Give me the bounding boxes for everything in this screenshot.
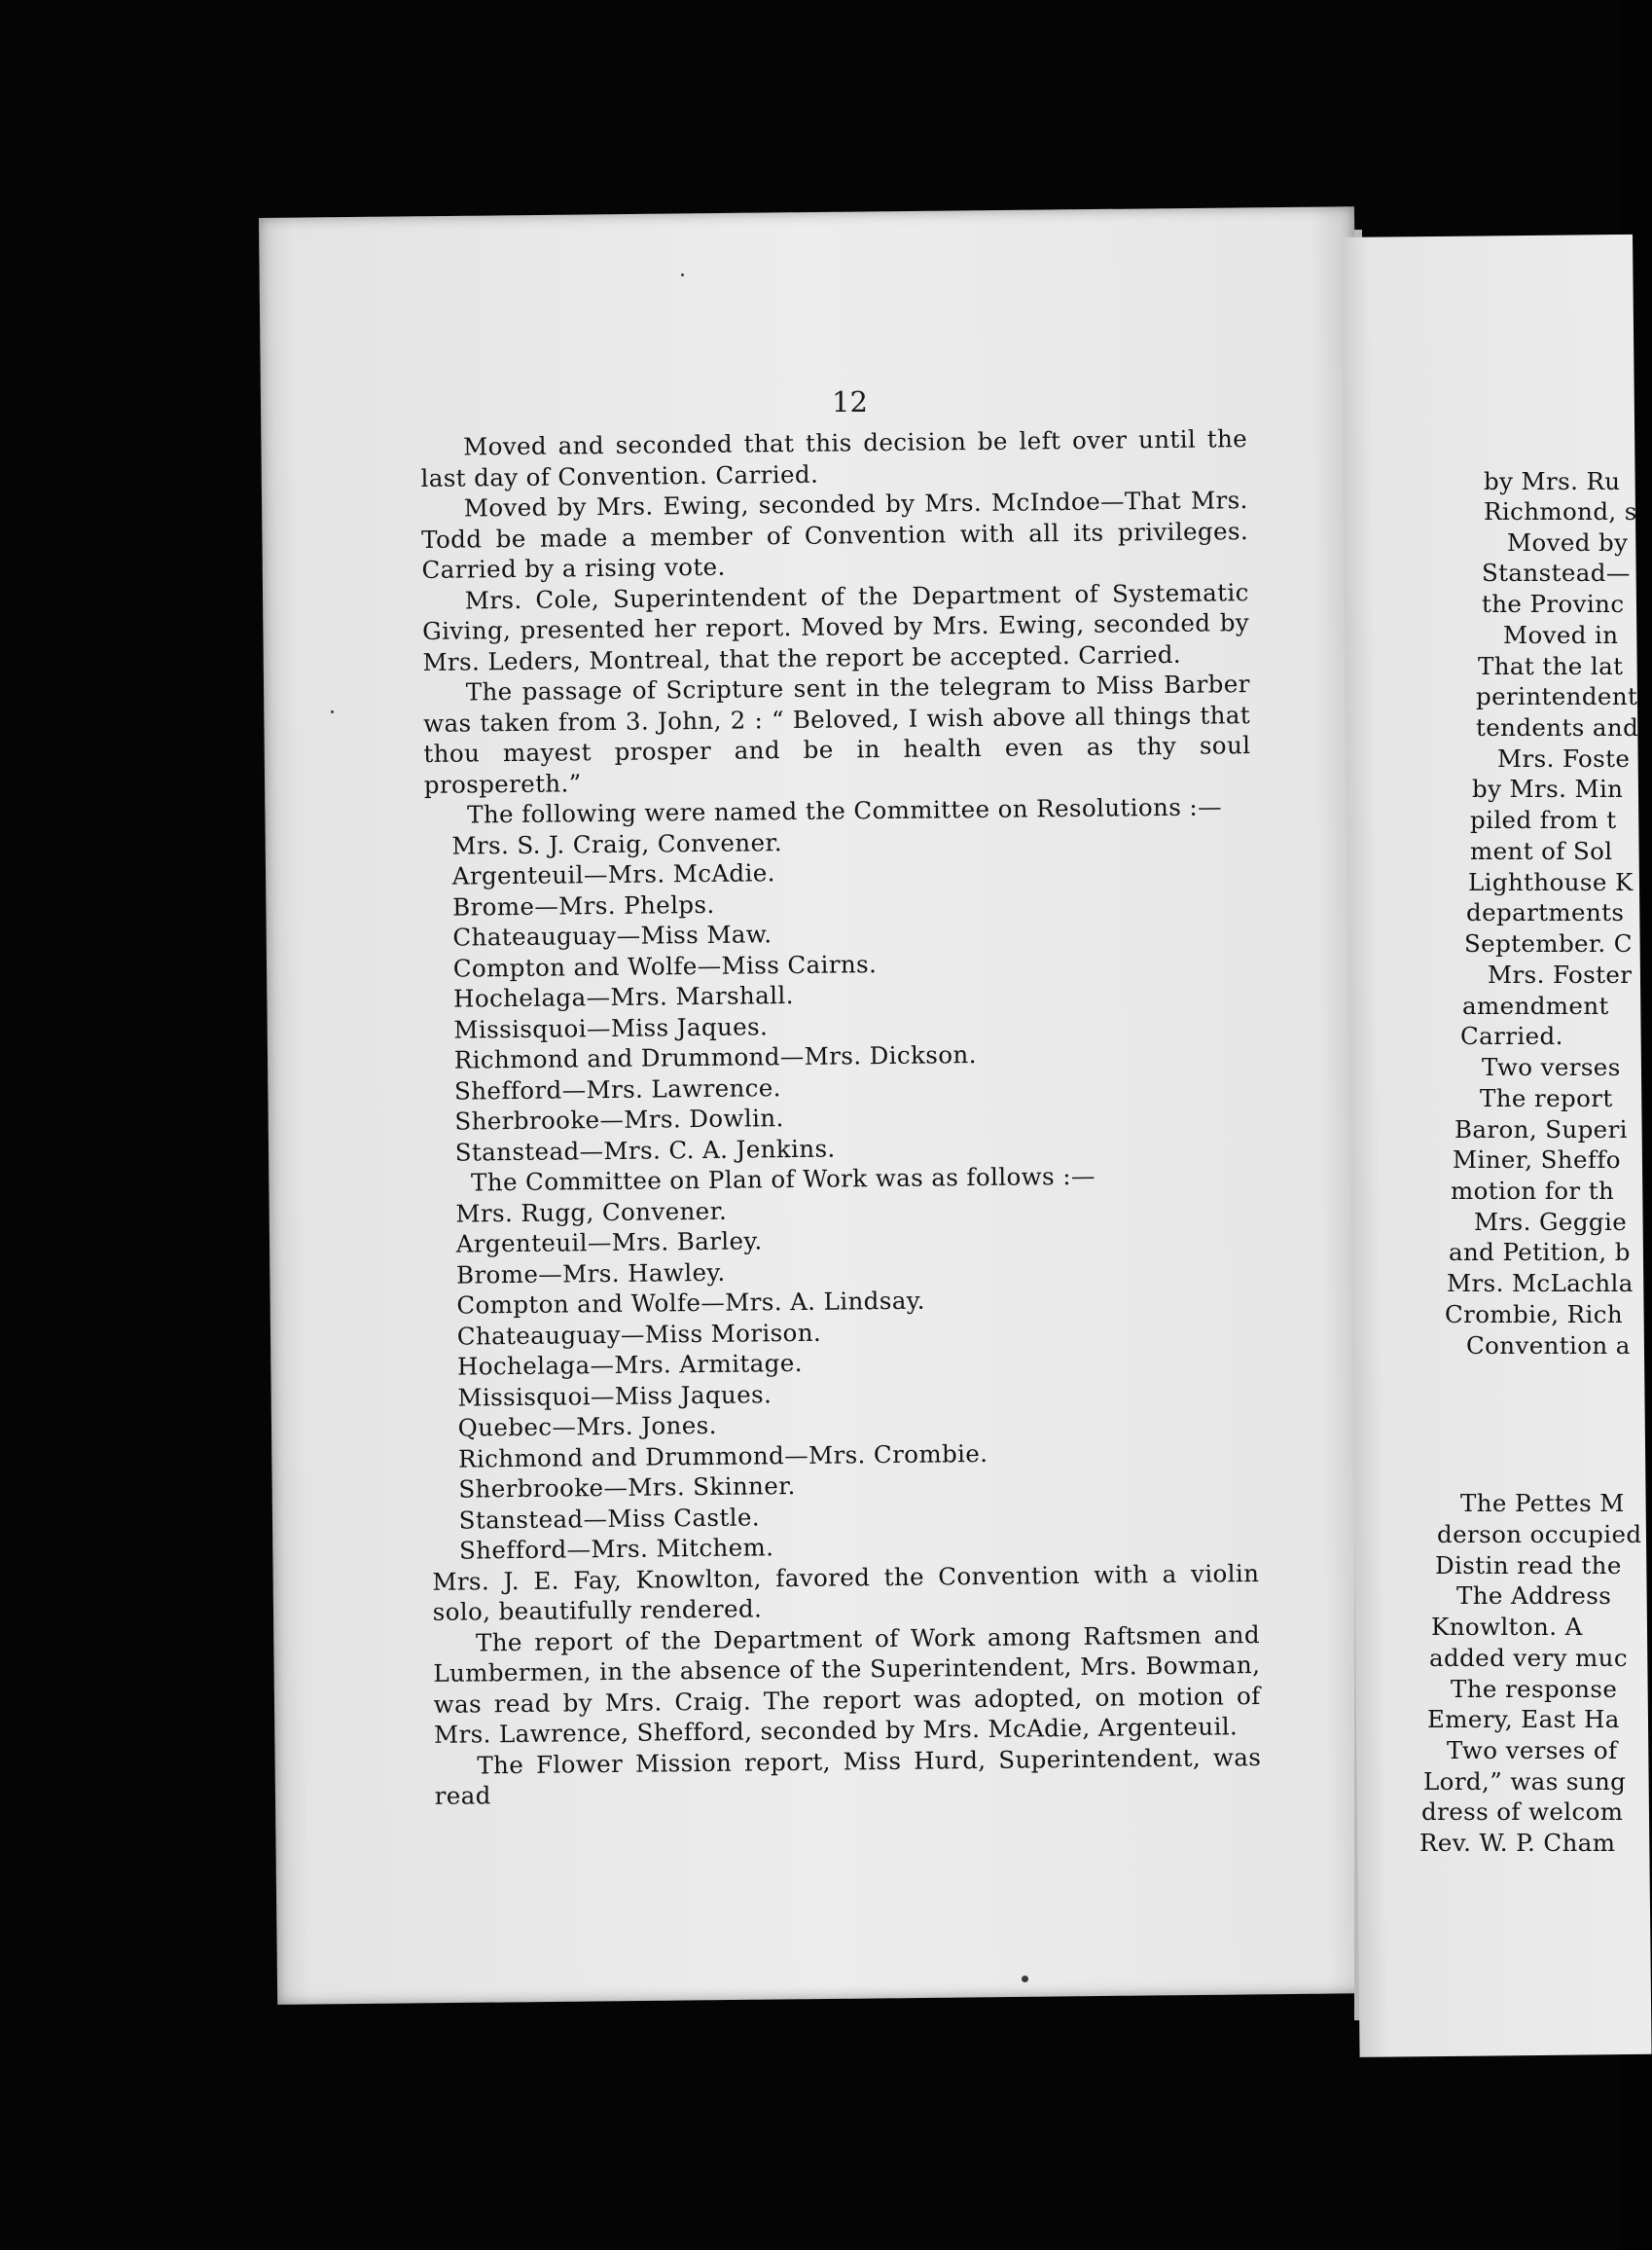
ink-speck <box>331 710 334 713</box>
ink-speck <box>681 273 684 276</box>
paragraph: Mrs. J. E. Fay, Knowlton, favored the Convention with a violin solo, beautifully rendered. <box>432 1558 1260 1626</box>
list-item: Argenteuil—Mrs. McAdie. <box>451 858 776 890</box>
list-item: Chateauguay—Miss Maw. <box>452 920 772 952</box>
right-line: Stanstead— <box>1482 559 1631 587</box>
right-line: amendment <box>1462 992 1609 1020</box>
right-line: Convention a <box>1466 1331 1631 1360</box>
list-item: Richmond and Drummond—Mrs. Crombie. <box>457 1438 988 1473</box>
list-item: Shefford—Mrs. Mitchem. <box>458 1533 774 1565</box>
right-line: Moved by <box>1507 528 1629 557</box>
list-item: Hochelaga—Mrs. Marshall. <box>452 981 794 1013</box>
right-line: The Pettes M <box>1460 1489 1625 1517</box>
right-line: Lighthouse K <box>1468 868 1634 896</box>
page-number: 12 <box>832 385 868 418</box>
list-item: Missisquoi—Miss Jaques. <box>457 1379 772 1412</box>
paragraph: Moved and seconded that this decision be left over until the last day of Convention. Carried. <box>420 424 1248 492</box>
right-line: The Address <box>1456 1581 1612 1610</box>
right-line: Richmond, s <box>1484 497 1637 526</box>
right-line: That the lat <box>1478 652 1624 680</box>
list-item: Mrs. S. J. Craig, Convener. <box>451 827 783 860</box>
right-line: Distin read the <box>1435 1551 1622 1579</box>
list-item: Brome—Mrs. Phelps. <box>451 889 715 922</box>
ink-speck <box>1022 1976 1028 1982</box>
right-line: Carried. <box>1460 1022 1563 1050</box>
right-line: Rev. W. P. Cham <box>1419 1829 1616 1857</box>
right-line: Mrs. Foste <box>1497 744 1631 773</box>
right-line: by Mrs. Min <box>1472 775 1624 803</box>
list-item: Stanstead—Mrs. C. A. Jenkins. <box>454 1134 836 1167</box>
list-item: Compton and Wolfe—Miss Cairns. <box>452 949 878 983</box>
paragraph: Mrs. Cole, Superintendent of the Department of Systematic Giving, presented her report. Moved by Mrs. Ewing, seconded by Mrs. Leders, Montreal, that the report be accepted. Carried. <box>421 577 1250 676</box>
list-item: Mrs. Rugg, Convener. <box>455 1196 728 1228</box>
right-line: Moved in <box>1503 621 1619 649</box>
right-line: The response <box>1451 1675 1618 1703</box>
right-line: Lord,” was sung <box>1423 1767 1627 1796</box>
list-item: Stanstead—Miss Castle. <box>458 1502 761 1535</box>
right-line: derson occupied <box>1437 1520 1642 1548</box>
right-line: and Petition, b <box>1449 1238 1631 1266</box>
right-line: Crombie, Rich <box>1445 1300 1624 1328</box>
right-page-text-clip <box>1343 234 1642 2063</box>
right-line: perintendent <box>1476 682 1638 710</box>
right-line: Mrs. McLachla <box>1447 1269 1634 1297</box>
list-item: Sherbrooke—Mrs. Dowlin. <box>454 1104 784 1136</box>
paragraph: The report of the Department of Work among Raftsmen and Lumbermen, in the absence of the Superintendent, Mrs. Bowman, was read by Mrs. Craig. The report was adopted, on motion of Mrs. Lawrence, Shefford, seconded by Mrs. McAdie, Argenteuil. <box>433 1619 1261 1749</box>
list-item: Chateauguay—Miss Morison. <box>456 1318 822 1351</box>
right-line: Miner, Sheffo <box>1453 1145 1621 1174</box>
paragraph: Moved by Mrs. Ewing, seconded by Mrs. McIndoe—That Mrs. Todd be made a member of Convention with all its privileges. Carried by a rising vote. <box>421 486 1249 584</box>
right-line: dress of welcom <box>1421 1797 1624 1826</box>
right-line: Mrs. Foster <box>1488 961 1633 989</box>
right-line: the Provinc <box>1482 590 1625 618</box>
right-line: Two verses of <box>1447 1736 1618 1764</box>
right-line: The report <box>1480 1084 1613 1112</box>
right-line: Baron, Superi <box>1454 1115 1628 1143</box>
list-item: Sherbrooke—Mrs. Skinner. <box>458 1471 796 1504</box>
right-line: departments <box>1466 898 1625 926</box>
right-line: Two verses <box>1482 1053 1621 1081</box>
right-line: ment of Sol <box>1470 837 1613 865</box>
right-line: piled from t <box>1470 806 1617 834</box>
paragraph: The passage of Scripture sent in the telegram to Miss Barber was taken from 3. John, 2 : “ Beloved, I wish above all things that thou mayest prosper and be in health even as thy soul prospereth.” <box>422 670 1251 799</box>
list-item: Hochelaga—Mrs. Armitage. <box>456 1348 803 1381</box>
right-line: September. C <box>1464 929 1633 958</box>
right-line: added very muc <box>1429 1644 1628 1672</box>
right-line: motion for th <box>1451 1177 1615 1205</box>
paragraph: The following were named the Committee on Resolutions :— <box>466 792 1223 829</box>
right-line: by Mrs. Ru <box>1484 467 1621 495</box>
right-line: tendents and <box>1476 713 1639 742</box>
right-line: Emery, East Ha <box>1427 1705 1620 1733</box>
list-item: Compton and Wolfe—Mrs. A. Lindsay. <box>456 1286 926 1320</box>
list-item: Missisquoi—Miss Jaques. <box>453 1011 769 1044</box>
list-item: Shefford—Mrs. Lawrence. <box>453 1072 782 1106</box>
paragraph: The Flower Mission report, Miss Hurd, Superintendent, was read <box>434 1742 1262 1810</box>
right-line: Knowlton. A <box>1431 1613 1583 1641</box>
list-item: Quebec—Mrs. Jones. <box>457 1410 717 1442</box>
list-item: Brome—Mrs. Hawley. <box>455 1257 726 1289</box>
paragraph: The Committee on Plan of Work was as follows :— <box>470 1161 1095 1197</box>
list-item: Argenteuil—Mrs. Barley. <box>455 1226 763 1258</box>
right-line: Mrs. Geggie <box>1474 1208 1628 1236</box>
list-item: Richmond and Drummond—Mrs. Dickson. <box>453 1040 977 1074</box>
